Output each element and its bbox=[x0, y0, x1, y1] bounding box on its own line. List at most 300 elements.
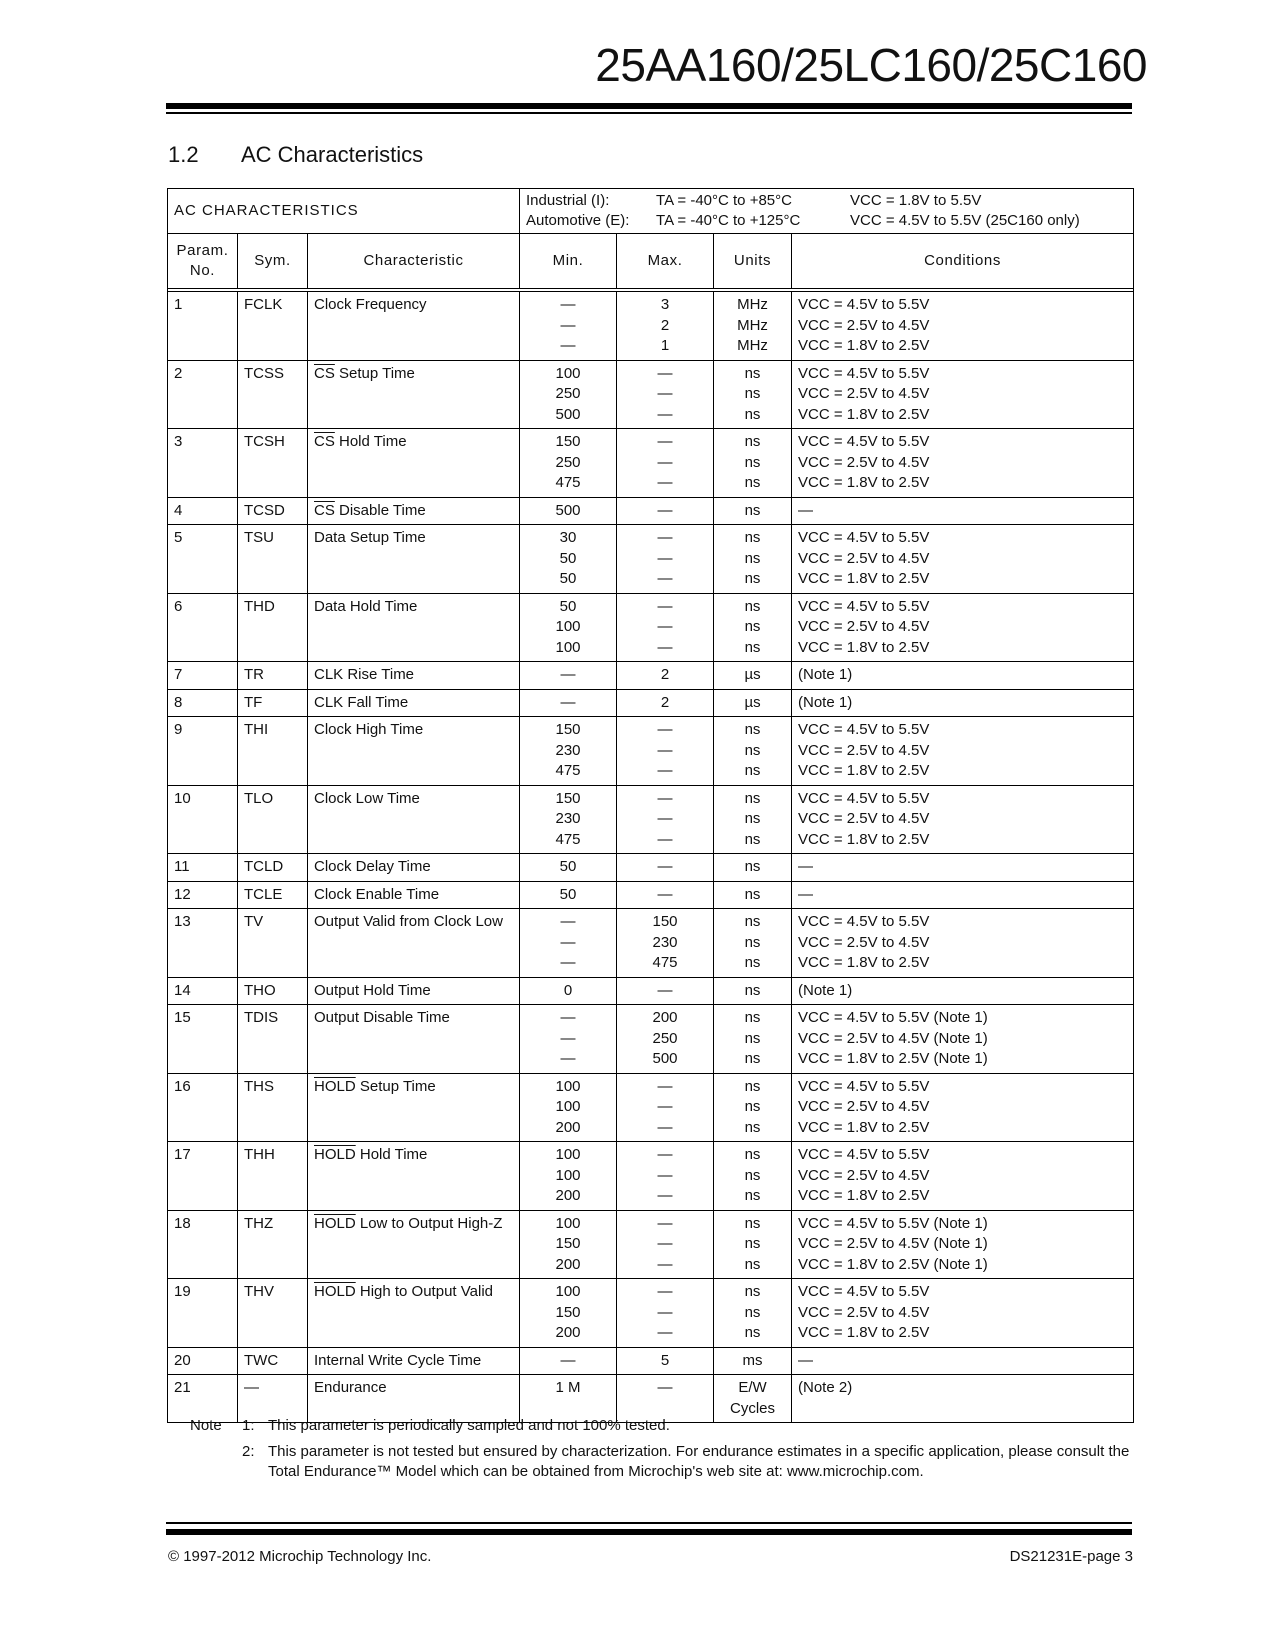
min-cell bbox=[520, 1347, 617, 1375]
symbol-cell bbox=[238, 360, 308, 429]
min-value: 250 bbox=[555, 385, 581, 402]
min-value: — bbox=[560, 1351, 576, 1369]
ta-range: TA = -40°C to +125°C bbox=[656, 212, 801, 229]
min-value: 150 bbox=[555, 433, 581, 450]
footer-rule-thick bbox=[166, 1529, 1132, 1535]
min-value: — bbox=[560, 316, 576, 334]
unit-value: ns bbox=[744, 1146, 761, 1163]
max-value: — bbox=[657, 1379, 673, 1396]
characteristic-text: Clock High Time bbox=[314, 721, 424, 738]
unit-value: ns bbox=[744, 364, 761, 382]
max-value: 200 bbox=[652, 1009, 678, 1026]
characteristic-text: Output Hold Time bbox=[314, 981, 431, 999]
param-number: 1 bbox=[174, 296, 183, 313]
min-cell bbox=[520, 909, 617, 978]
characteristic-cell bbox=[308, 1073, 520, 1142]
symbol: TCSH bbox=[244, 433, 285, 450]
param-number-cell bbox=[168, 662, 238, 690]
param-number: 3 bbox=[174, 433, 183, 450]
max-value: — bbox=[657, 405, 673, 423]
min-cell bbox=[520, 1005, 617, 1074]
max-value: 1 bbox=[660, 337, 670, 354]
symbol-cell bbox=[238, 1347, 308, 1375]
unit-value: ns bbox=[744, 885, 761, 903]
symbol-cell bbox=[238, 689, 308, 717]
cond-cell bbox=[792, 1005, 1134, 1074]
min-value: 50 bbox=[559, 597, 577, 615]
max-value: — bbox=[657, 570, 673, 587]
max-value: — bbox=[657, 1324, 673, 1341]
table-title-row bbox=[168, 189, 1134, 234]
param-number-cell bbox=[168, 1073, 238, 1142]
overlined-signal: $\overline{CS}$ bbox=[314, 501, 335, 519]
unit-value: MHz bbox=[737, 316, 768, 334]
condition-value: VCC = 4.5V to 5.5V bbox=[798, 433, 930, 450]
symbol-cell bbox=[238, 785, 308, 854]
condition-value: VCC = 4.5V to 5.5V bbox=[798, 597, 930, 615]
header-rule-thick bbox=[166, 103, 1132, 109]
table-row bbox=[168, 662, 1134, 690]
characteristic-text: Clock Frequency bbox=[314, 296, 427, 313]
symbol-cell bbox=[238, 717, 308, 786]
units-cell bbox=[714, 662, 792, 690]
symbol-cell bbox=[238, 977, 308, 1005]
condition-automotive bbox=[526, 211, 1127, 232]
characteristic-text: Endurance bbox=[314, 1379, 387, 1396]
col-header-sym: Sym. bbox=[238, 234, 308, 289]
condition-value: VCC = 2.5V to 4.5V bbox=[798, 549, 930, 567]
param-number-cell bbox=[168, 977, 238, 1005]
min-value: 50 bbox=[559, 549, 577, 567]
unit-value: ns bbox=[744, 1009, 761, 1026]
col-header-max: Max. bbox=[617, 234, 714, 289]
units-cell bbox=[714, 689, 792, 717]
condition-value: VCC = 4.5V to 5.5V bbox=[798, 1077, 930, 1095]
condition-value: VCC = 2.5V to 4.5V bbox=[798, 810, 930, 827]
min-cell bbox=[520, 1142, 617, 1211]
units-cell bbox=[714, 429, 792, 498]
cond-cell bbox=[792, 360, 1134, 429]
max-cell bbox=[617, 785, 714, 854]
max-cell bbox=[617, 881, 714, 909]
param-number: 7 bbox=[174, 666, 183, 683]
min-value: — bbox=[560, 933, 576, 951]
note-label-spacer bbox=[190, 1442, 242, 1482]
condition-value: VCC = 1.8V to 2.5V (Note 1) bbox=[798, 1255, 988, 1273]
max-cell bbox=[617, 497, 714, 525]
characteristic-text: Clock Delay Time bbox=[314, 858, 431, 875]
condition-value: VCC = 1.8V to 2.5V bbox=[798, 405, 930, 423]
unit-value: µs bbox=[744, 666, 761, 683]
characteristic-cell bbox=[308, 525, 520, 594]
condition-value: VCC = 2.5V to 4.5V bbox=[798, 1166, 930, 1184]
cond-cell bbox=[792, 662, 1134, 690]
col-header-units: Units bbox=[714, 234, 792, 289]
unit-value: ns bbox=[744, 762, 761, 779]
table-row bbox=[168, 429, 1134, 498]
max-value: — bbox=[657, 385, 673, 402]
characteristic-text: Low to Output High-Z bbox=[355, 1214, 503, 1232]
symbol: TCSD bbox=[244, 501, 285, 519]
max-value: 5 bbox=[660, 1351, 670, 1369]
cond-cell bbox=[792, 881, 1134, 909]
symbol: TV bbox=[244, 913, 264, 930]
max-value: — bbox=[657, 453, 673, 471]
characteristic-text: Data Setup Time bbox=[314, 529, 426, 546]
max-value: 475 bbox=[652, 954, 678, 971]
unit-value: ns bbox=[744, 954, 761, 971]
note-number: 1: bbox=[242, 1417, 255, 1434]
min-value: — bbox=[560, 666, 576, 683]
characteristic-text: Disable Time bbox=[334, 501, 426, 519]
vcc-range: VCC = 1.8V to 5.5V bbox=[850, 191, 982, 209]
min-cell bbox=[520, 593, 617, 662]
condition-value: VCC = 2.5V to 4.5V bbox=[798, 385, 930, 402]
max-cell bbox=[617, 429, 714, 498]
param-number-cell bbox=[168, 881, 238, 909]
symbol-cell bbox=[238, 881, 308, 909]
min-value: 200 bbox=[555, 1255, 581, 1273]
min-value: 100 bbox=[555, 1146, 581, 1163]
max-value: 250 bbox=[652, 1029, 678, 1047]
condition-value: VCC = 1.8V to 2.5V (Note 1) bbox=[798, 1050, 988, 1067]
min-value: 475 bbox=[555, 830, 581, 848]
condition-value: — bbox=[798, 885, 814, 903]
max-value: — bbox=[657, 618, 673, 635]
max-value: 3 bbox=[660, 296, 670, 313]
param-number-cell bbox=[168, 1279, 238, 1348]
condition-value: VCC = 1.8V to 2.5V bbox=[798, 762, 930, 779]
param-number-cell bbox=[168, 593, 238, 662]
min-value: 200 bbox=[555, 1324, 581, 1341]
max-cell bbox=[617, 292, 714, 361]
symbol-cell bbox=[238, 1073, 308, 1142]
symbol-cell bbox=[238, 1142, 308, 1211]
cond-cell bbox=[792, 593, 1134, 662]
max-cell bbox=[617, 854, 714, 882]
characteristic-cell bbox=[308, 689, 520, 717]
max-cell bbox=[617, 1142, 714, 1211]
condition-value: — bbox=[798, 1351, 814, 1369]
footer-rule-thin bbox=[166, 1522, 1132, 1524]
param-number-cell bbox=[168, 497, 238, 525]
unit-value: ns bbox=[744, 618, 761, 635]
param-number-cell bbox=[168, 689, 238, 717]
characteristic-cell bbox=[308, 785, 520, 854]
min-cell bbox=[520, 662, 617, 690]
table-row bbox=[168, 717, 1134, 786]
max-cell bbox=[617, 1347, 714, 1375]
table-row bbox=[168, 1142, 1134, 1211]
unit-value: ns bbox=[744, 741, 761, 759]
characteristic-cell bbox=[308, 977, 520, 1005]
min-value: 150 bbox=[555, 789, 581, 807]
cond-cell bbox=[792, 1073, 1134, 1142]
min-value: 200 bbox=[555, 1187, 581, 1204]
min-value: 475 bbox=[555, 474, 581, 491]
param-number-cell bbox=[168, 429, 238, 498]
table-row bbox=[168, 1279, 1134, 1348]
table-row bbox=[168, 1347, 1134, 1375]
unit-value: ns bbox=[744, 981, 761, 999]
param-number-cell bbox=[168, 525, 238, 594]
min-value: 0 bbox=[563, 981, 573, 999]
unit-value: ms bbox=[742, 1351, 763, 1369]
section-heading bbox=[168, 142, 423, 168]
param-number: 15 bbox=[174, 1009, 191, 1026]
min-cell bbox=[520, 854, 617, 882]
unit-value: ns bbox=[744, 1283, 761, 1300]
min-value: 200 bbox=[555, 1118, 581, 1136]
unit-value: ns bbox=[744, 1050, 761, 1067]
condition-value: VCC = 4.5V to 5.5V bbox=[798, 529, 930, 546]
condition-value: (Note 1) bbox=[798, 981, 853, 999]
symbol: TF bbox=[244, 693, 263, 711]
symbol: TLO bbox=[244, 789, 274, 807]
characteristic-cell bbox=[308, 1142, 520, 1211]
param-number-cell bbox=[168, 292, 238, 361]
table-row bbox=[168, 1005, 1134, 1074]
unit-value: ns bbox=[744, 858, 761, 875]
condition-value: VCC = 4.5V to 5.5V (Note 1) bbox=[798, 1009, 988, 1026]
param-number: 6 bbox=[174, 597, 183, 615]
symbol: THH bbox=[244, 1146, 275, 1163]
max-value: — bbox=[657, 741, 673, 759]
unit-value: ns bbox=[744, 433, 761, 450]
note-2 bbox=[190, 1442, 1150, 1482]
cond-cell bbox=[792, 977, 1134, 1005]
section-number: 1.2 bbox=[168, 142, 199, 167]
symbol-cell bbox=[238, 662, 308, 690]
units-cell bbox=[714, 909, 792, 978]
min-cell bbox=[520, 785, 617, 854]
param-number: 16 bbox=[174, 1077, 191, 1095]
max-value: — bbox=[657, 474, 673, 491]
param-number-cell bbox=[168, 1005, 238, 1074]
unit-value: ns bbox=[744, 474, 761, 491]
table-row bbox=[168, 1073, 1134, 1142]
unit-value: ns bbox=[744, 1303, 761, 1321]
param-number: 9 bbox=[174, 721, 183, 738]
symbol: — bbox=[244, 1379, 259, 1396]
condition-industrial bbox=[526, 191, 1127, 212]
unit-value: µs bbox=[744, 693, 761, 711]
units-cell bbox=[714, 1005, 792, 1074]
min-value: — bbox=[560, 1029, 576, 1047]
footer-copyright: © 1997-2012 Microchip Technology Inc. bbox=[168, 1548, 432, 1565]
param-number: 20 bbox=[174, 1351, 191, 1369]
table-row bbox=[168, 292, 1134, 361]
symbol: TCLE bbox=[244, 885, 283, 903]
symbol: THI bbox=[244, 721, 269, 738]
unit-value: ns bbox=[744, 385, 761, 402]
table-row bbox=[168, 689, 1134, 717]
min-cell bbox=[520, 292, 617, 361]
overlined-signal: HOLD bbox=[314, 1214, 356, 1232]
units-cell bbox=[714, 1210, 792, 1279]
note-1 bbox=[190, 1416, 1150, 1436]
cond-cell bbox=[792, 1142, 1134, 1211]
param-number: 4 bbox=[174, 501, 183, 519]
max-value: — bbox=[657, 501, 673, 519]
min-value: — bbox=[560, 1050, 576, 1067]
unit-value: ns bbox=[744, 1166, 761, 1184]
condition-value: VCC = 1.8V to 2.5V bbox=[798, 638, 930, 656]
symbol: TR bbox=[244, 666, 264, 683]
vcc-range: VCC = 4.5V to 5.5V (25C160 only) bbox=[850, 212, 1080, 229]
grade-label: Automotive (E): bbox=[526, 212, 630, 229]
unit-value: ns bbox=[744, 1118, 761, 1136]
param-number-cell bbox=[168, 909, 238, 978]
unit-value: ns bbox=[744, 453, 761, 471]
units-cell bbox=[714, 292, 792, 361]
note-label: Note bbox=[190, 1417, 222, 1434]
min-value: — bbox=[560, 1009, 576, 1026]
max-value: — bbox=[657, 529, 673, 546]
unit-value: ns bbox=[744, 933, 761, 951]
symbol: THZ bbox=[244, 1214, 274, 1232]
min-value: 100 bbox=[555, 618, 581, 635]
table-row bbox=[168, 977, 1134, 1005]
col-header-param: Param. No. bbox=[168, 234, 238, 289]
condition-value: VCC = 2.5V to 4.5V (Note 1) bbox=[798, 1029, 988, 1047]
min-cell bbox=[520, 429, 617, 498]
param-number: 8 bbox=[174, 693, 183, 711]
unit-value: ns bbox=[744, 570, 761, 587]
unit-value: ns bbox=[744, 830, 761, 848]
max-value: — bbox=[657, 721, 673, 738]
condition-value: VCC = 1.8V to 2.5V bbox=[798, 954, 930, 971]
characteristic-cell bbox=[308, 292, 520, 361]
condition-value: VCC = 1.8V to 2.5V bbox=[798, 1118, 930, 1136]
min-value: 500 bbox=[555, 405, 581, 423]
min-value: 150 bbox=[555, 1235, 581, 1252]
characteristic-cell bbox=[308, 1005, 520, 1074]
condition-value: VCC = 4.5V to 5.5V bbox=[798, 296, 930, 313]
overlined-signal: $\overline{CS}$ bbox=[314, 364, 335, 382]
min-cell bbox=[520, 1073, 617, 1142]
symbol: FCLK bbox=[244, 296, 283, 313]
min-value: 50 bbox=[559, 858, 577, 875]
unit-value: ns bbox=[744, 405, 761, 423]
max-value: — bbox=[657, 638, 673, 656]
max-value: 2 bbox=[660, 316, 670, 334]
units-cell bbox=[714, 1073, 792, 1142]
param-number: 12 bbox=[174, 885, 191, 903]
cond-cell bbox=[792, 1279, 1134, 1348]
max-value: — bbox=[657, 1235, 673, 1252]
cond-cell bbox=[792, 525, 1134, 594]
param-number-cell bbox=[168, 360, 238, 429]
characteristic-text: Internal Write Cycle Time bbox=[314, 1351, 482, 1369]
ac-characteristics-table bbox=[167, 188, 1134, 1423]
unit-value: ns bbox=[744, 810, 761, 827]
condition-value: VCC = 4.5V to 5.5V bbox=[798, 1146, 930, 1163]
overlined-signal: HOLD bbox=[314, 1283, 356, 1300]
min-cell bbox=[520, 977, 617, 1005]
min-value: 475 bbox=[555, 762, 581, 779]
max-value: — bbox=[657, 1187, 673, 1204]
characteristic-cell bbox=[308, 1210, 520, 1279]
param-number-cell bbox=[168, 854, 238, 882]
min-value: 100 bbox=[555, 1098, 581, 1115]
param-number: 10 bbox=[174, 789, 191, 807]
symbol-cell bbox=[238, 1210, 308, 1279]
min-value: — bbox=[560, 337, 576, 354]
characteristic-cell bbox=[308, 1347, 520, 1375]
min-value: 150 bbox=[555, 1303, 581, 1321]
param-number: 18 bbox=[174, 1214, 191, 1232]
symbol: TSU bbox=[244, 529, 274, 546]
max-value: — bbox=[657, 1166, 673, 1184]
cond-cell bbox=[792, 429, 1134, 498]
param-number-cell bbox=[168, 1347, 238, 1375]
condition-value: VCC = 2.5V to 4.5V (Note 1) bbox=[798, 1235, 988, 1252]
min-value: 230 bbox=[555, 741, 581, 759]
symbol-cell bbox=[238, 909, 308, 978]
min-value: 50 bbox=[559, 570, 577, 587]
unit-value: ns bbox=[744, 1029, 761, 1047]
characteristic-text: Setup Time bbox=[334, 364, 415, 382]
operating-conditions bbox=[520, 189, 1134, 234]
condition-value: VCC = 1.8V to 2.5V bbox=[798, 830, 930, 848]
symbol: THO bbox=[244, 981, 276, 999]
characteristic-cell bbox=[308, 593, 520, 662]
characteristic-cell bbox=[308, 497, 520, 525]
unit-value: ns bbox=[744, 529, 761, 546]
max-value: 2 bbox=[660, 666, 670, 683]
symbol-cell bbox=[238, 1005, 308, 1074]
min-value: 100 bbox=[555, 1166, 581, 1184]
document-title: 25AA160/25LC160/25C160 bbox=[595, 39, 1147, 91]
characteristic-cell bbox=[308, 881, 520, 909]
max-cell bbox=[617, 977, 714, 1005]
characteristic-text: Clock Low Time bbox=[314, 789, 420, 807]
max-value: — bbox=[657, 981, 673, 999]
characteristic-text: Output Disable Time bbox=[314, 1009, 450, 1026]
units-cell bbox=[714, 977, 792, 1005]
unit-value: E/W Cycles bbox=[730, 1379, 776, 1417]
symbol-cell bbox=[238, 854, 308, 882]
condition-value: VCC = 1.8V to 2.5V bbox=[798, 337, 930, 354]
table-row bbox=[168, 909, 1134, 978]
table-row bbox=[168, 854, 1134, 882]
min-value: 100 bbox=[555, 638, 581, 656]
max-value: — bbox=[657, 810, 673, 827]
units-cell bbox=[714, 1142, 792, 1211]
condition-value: VCC = 4.5V to 5.5V bbox=[798, 364, 930, 382]
max-value: — bbox=[657, 789, 673, 807]
min-cell bbox=[520, 1210, 617, 1279]
max-value: — bbox=[657, 1118, 673, 1136]
cond-cell bbox=[792, 717, 1134, 786]
cond-cell bbox=[792, 1210, 1134, 1279]
condition-value: VCC = 4.5V to 5.5V bbox=[798, 1283, 930, 1300]
col-header-conditions: Conditions bbox=[792, 234, 1134, 289]
max-cell bbox=[617, 1005, 714, 1074]
condition-value: VCC = 1.8V to 2.5V bbox=[798, 1187, 930, 1204]
notes-section bbox=[190, 1416, 1150, 1488]
max-value: — bbox=[657, 549, 673, 567]
unit-value: ns bbox=[744, 913, 761, 930]
units-cell bbox=[714, 785, 792, 854]
min-cell bbox=[520, 717, 617, 786]
units-cell bbox=[714, 1347, 792, 1375]
max-cell bbox=[617, 717, 714, 786]
table-row bbox=[168, 881, 1134, 909]
col-header-min: Min. bbox=[520, 234, 617, 289]
condition-value: VCC = 4.5V to 5.5V bbox=[798, 913, 930, 930]
